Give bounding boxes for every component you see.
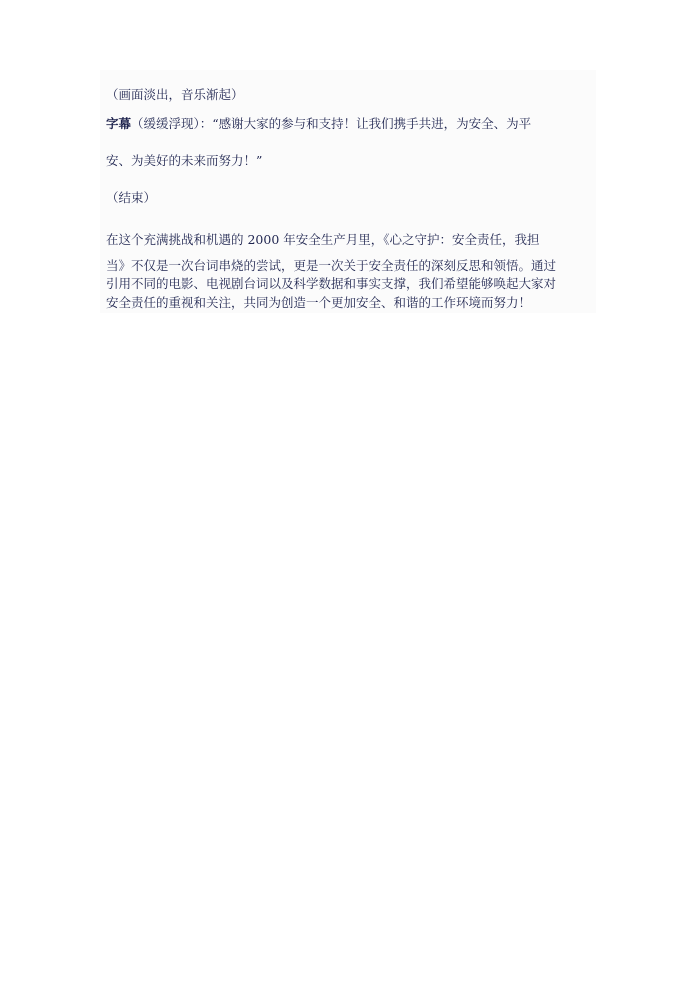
caption-line-1 — [106, 115, 531, 133]
end-marker: （结束） — [106, 190, 157, 205]
closing-paragraph-line-2: 当》不仅是一次台词串烧的尝试，更是一次关于安全责任的深刻反思和领悟。通过 — [106, 258, 557, 273]
caption-label: 字幕 — [106, 116, 132, 131]
closing-paragraph-line-4: 安全责任的重视和关注，共同为创造一个更加安全、和谐的工作环境而努力！ — [106, 295, 532, 310]
caption-line-1-text: （缓缓浮现）：“感谢大家的参与和支持！让我们携手共进，为安全、为平 — [131, 116, 532, 131]
caption-line-2: 安、为美好的未来而努力！” — [106, 153, 263, 168]
closing-paragraph-line-3: 引用不同的电影、电视剧台词以及科学数据和事实支撑，我们希望能够唤起大家对 — [106, 276, 557, 291]
stage-direction-fade-out: （画面淡出，音乐渐起） — [106, 87, 244, 102]
closing-paragraph-line-1: 在这个充满挑战和机遇的 2000 年安全生产月里，《心之守护：安全责任，我担 — [106, 232, 540, 247]
